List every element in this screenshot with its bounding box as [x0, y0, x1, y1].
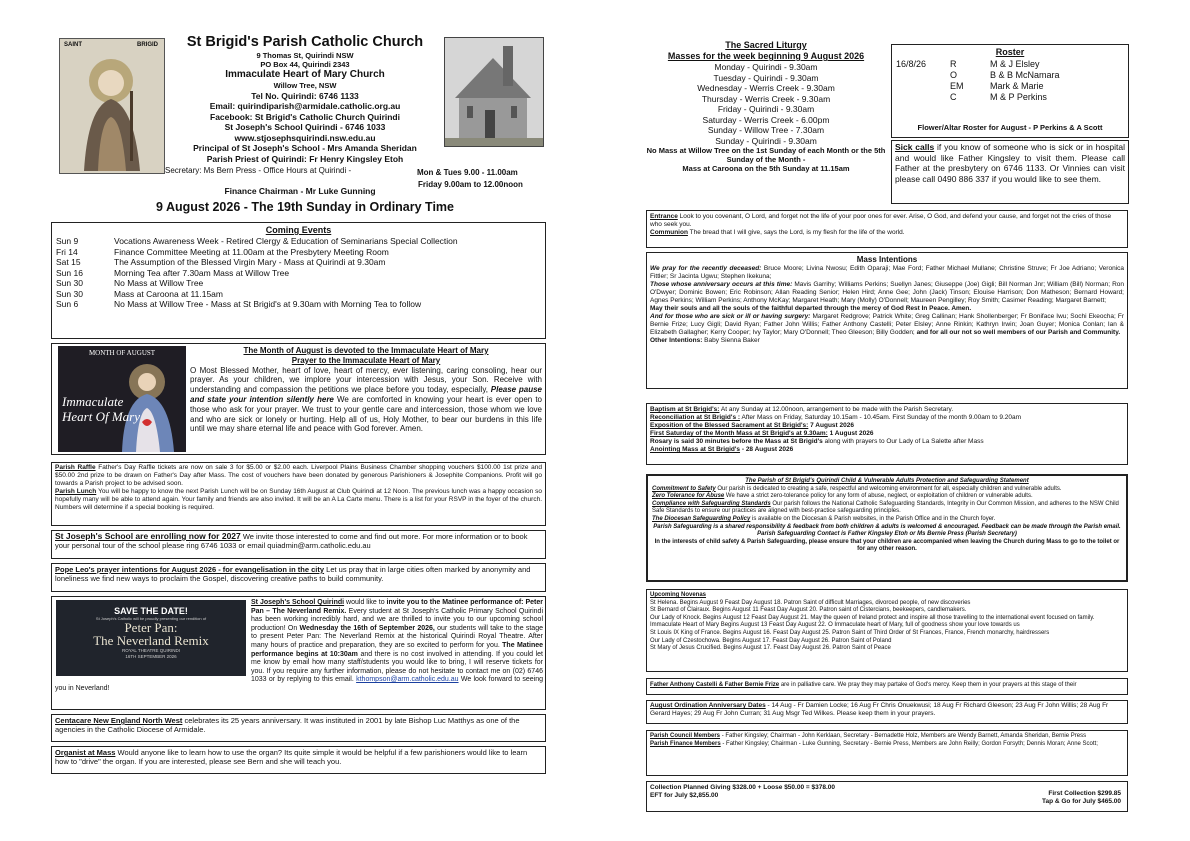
matinee-t1: would like to: [346, 599, 385, 606]
event-day: Sun 9: [56, 236, 79, 246]
event-text: No Mass at Willow Tree: [114, 278, 204, 288]
exposition-label: Exposition of the Blessed Sacrament at St Brigid's:: [650, 422, 809, 429]
month-of-august: [51, 343, 546, 455]
event-row: [56, 299, 541, 310]
ordination-text: - 14 Aug - Fr Damien Locke; 16 Aug Fr Chris Onuekwusi; 18 Aug Fr Richard Gleeson; 23 Aug Fr John Willis; 28 Aug Fr Gerard Hayes; 29 Aug Fr John Curran; 31 Aug Msgr Ted Wilkes. Please keep them in your prayers.: [650, 702, 1109, 717]
safeguarding: [646, 474, 1128, 582]
reconciliation-text: After Mass on Friday, Saturday 10.15am - 10.45am. First Sunday of the month 9.00am to 9.20am: [741, 414, 1022, 421]
image-title-month-of-august: MONTH OF AUGUST: [88, 349, 156, 357]
safe-c7: In the interests of child safety & Parish Safeguarding, please ensure that your children are accompanied when leaving the Church during Mass to go to the toilet or for any other reason.: [654, 538, 1120, 553]
anointing-label: Anointing Mass at St Brigid's: [650, 446, 741, 453]
entrance-label: Entrance: [650, 213, 678, 220]
deceased-label: We pray for the recently deceased:: [650, 264, 762, 272]
ordination-title: August Ordination Anniversary Dates: [650, 702, 766, 709]
enrolment: [51, 530, 546, 559]
event-row: [56, 278, 541, 289]
council-text: - Father Kingsley; Chairman - John Kerklaan, Secretary - Bernadette Holz, Members are Wendy Barnett, Amanda Sheridan, Bernie Press: [721, 733, 1087, 739]
sunday-title: 9 August 2026 - The 19th Sunday in Ordinary Time: [156, 200, 454, 214]
deceased-list: Bruce Moore; Livina Nwosu; Edith Oparaji; Mae Ford; Father Michael Mullane; Christine Struve; Fr Joe Adriano; Veronica Fittler; Sr Jacinta Ugwu; Stephen Ikekuna;: [650, 264, 1124, 280]
mass-time-line: Sunday - Willow Tree - 7.30am: [707, 125, 825, 135]
church-photo: [444, 37, 544, 147]
prayer-pause: Please pause and state your intention silently here: [190, 385, 542, 404]
rosary-label: Rosary is said 30 minutes before the Mass at St Brigid's: [650, 438, 823, 445]
roster-name: M & P Perkins: [990, 92, 1047, 102]
safe-c4: is available on the Diocesan & Parish websites, in the Parish Office and in the Church foyer.: [752, 515, 996, 522]
facebook: Facebook: St Brigid's Catholic Church Quirindi: [210, 111, 400, 122]
novena-line: St Bernard of Clairaux. Begins August 11 Feast Day August 20. Patron saint of Cistercians, beekeepers, candlemakers.: [650, 607, 967, 614]
matinee-t3: Every student at St Joseph's Catholic Primary School Quirindi has been working incredibly hard, and we are thrilled to invite you to our upcoming school production! On: [251, 607, 543, 632]
safe-c1: Our parish is dedicated to creating a safe, respectful and welcoming environment for all, especially children and vulnerable adults.: [717, 485, 1062, 492]
event-row: [56, 247, 541, 258]
palliative-title: Father Anthony Castelli & Father Bernie Frize: [650, 682, 780, 688]
sacred-liturgy: [646, 40, 886, 174]
safe-c3-label: Compliance with Safeguarding Standards: [652, 500, 771, 507]
matinee-t4: Wednesday the 16th of September 2026,: [299, 624, 435, 632]
event-row: [56, 257, 541, 268]
safe-c5: Parish Safeguarding is a shared responsibility & feedback from both children & adults is welcomed & encouraged. Feedback can be made through the Parish email.: [653, 523, 1121, 530]
august-subtitle: Prayer to the Immaculate Heart of Mary: [291, 355, 441, 365]
raffle-title: Parish Raffle: [55, 464, 96, 471]
finance-chairman: Finance Chairman - Mr Luke Gunning: [224, 186, 376, 196]
mass-time-line: Tuesday - Quirindi - 9.30am: [713, 72, 819, 83]
raffle-lunch: [51, 462, 546, 526]
other-intentions: Baby Sienna Baker: [704, 336, 760, 344]
finance-members-title: Parish Finance Members: [650, 740, 721, 747]
parish-header: [168, 34, 442, 164]
novena-line: St Helena. Begins August 9 Feast Day August 18. Patron Saint of difficult Marriages, divorced people, of new discoveries: [650, 599, 971, 606]
events-list: [56, 236, 541, 310]
coming-events-title: Coming Events: [265, 225, 332, 235]
other-label: Other Intentions:: [650, 336, 703, 344]
antiphons: [646, 210, 1128, 248]
matinee-t7: and there is no cost involved in attending. If you could let me know by email how many staff/students you would like to bring, I will reserve tickets for you. If you require any further information, please do not hesitate to contact me on (02) 6746 1033 or by replying to this email.: [251, 650, 544, 684]
matinee-email-link[interactable]: kthompson@arm.catholic.edu.au: [356, 676, 459, 684]
event-text: Vocations Awareness Week - Retired Clergy & Education of Seminarians Special Collection: [114, 236, 458, 246]
enrol-title: St Joseph's School are enrolling now for 2027: [55, 531, 241, 541]
novenas-title: Upcoming Novenas: [650, 592, 707, 598]
banner-save-the-date: SAVE THE DATE!: [114, 606, 188, 616]
roster-role: O: [950, 70, 958, 80]
anointing-date: - 28 August 2026: [741, 446, 794, 453]
sick-label: And for those who are sick or ill or having surgery:: [650, 312, 811, 320]
event-text: Morning Tea after 7.30am Mass at Willow Tree: [114, 267, 290, 278]
august-title: The Month of August is devoted to the Immaculate Heart of Mary: [243, 346, 489, 355]
mass-time-line: Sunday - Quirindi - 9.30am: [715, 135, 817, 146]
office-hours-1: Mon & Tues 9.00 - 11.00am: [417, 168, 518, 177]
sick-end: and for all our not so well members of our Parish and Community.: [916, 328, 1121, 336]
image-word-immaculate: Immaculate: [62, 394, 124, 409]
email: Email: quirindiparish@armidale.catholic.org.au: [209, 101, 401, 112]
collection: [646, 781, 1128, 812]
matinee-t6: The Matinee performance begins at 10:30am: [251, 641, 544, 658]
collection-line2: EFT for July $2,855.00: [650, 792, 719, 799]
pope-intention: [51, 563, 546, 592]
parish-title: St Brigid's Parish Catholic Church: [186, 34, 424, 50]
church2-place: Willow Tree, NSW: [273, 81, 337, 91]
tap-and-go: Tap & Go for July $465.00: [1042, 798, 1121, 805]
banner-title-1: Peter Pan:: [124, 620, 178, 635]
safe-c2: We have a strict zero-tolerance policy for any form of abuse, neglect, or exploitation of children or vulnerable adults.: [725, 493, 1033, 500]
council: [646, 730, 1128, 776]
first-saturday-label: First Saturday of the Month Mass at St Brigid's at 9.30am:: [650, 430, 828, 437]
organist-text: Would anyone like to learn how to use the organ? Its quite simple it would be helpful if a few parishioners would like to learn how to "drive" the organ. If you are interested, please see Bern and she will teach you.: [55, 748, 528, 767]
website: www.stjosephsquirindi.nsw.edu.au: [234, 132, 376, 143]
lunch-title: Parish Lunch: [55, 488, 97, 495]
exposition-date: 7 August 2026: [810, 422, 854, 429]
safe-c3: Our parish follows the National Catholic Safeguarding Standards, Integrity in Our Common Mission, and adheres to the NSW Child Safe Standards to ensure our practices are aligned with best-practice safeguarding principles.: [652, 500, 1119, 515]
liturgy-note-1: No Mass at Willow Tree on the 1st Sunday of each Month or the 5th Sunday of the Month -: [646, 146, 886, 165]
event-day: Sun 6: [56, 299, 79, 309]
flower-roster: Flower/Altar Roster for August - P Perkins & A Scott: [917, 123, 1103, 132]
roster-title: Roster: [995, 47, 1025, 57]
roster: [891, 44, 1129, 138]
immaculate-heart-image: [58, 346, 186, 452]
sick-calls-text: if you know of someone who is sick or in hospital and would like Father Kingsley to visit them. Please call Father at the presbytery on 6746 1133. Or Vinnies can visit please call 0490 886 337 if you would like to see them.: [895, 142, 1125, 184]
banner-subtitle: St Joseph's Catholic will be proudly presenting our rendition of: [95, 616, 207, 621]
roster-rows: [950, 59, 1060, 103]
coming-events: [51, 222, 546, 339]
parish-priest: Parish Priest of Quirindi: Fr Henry Kingsley Etoh: [206, 153, 404, 164]
mass-time-line: Wednesday - Werris Creek - 9.30am: [697, 83, 835, 93]
church2-name: Immaculate Heart of Mary Church: [225, 69, 385, 81]
lunch-text: You will be happy to know the next Parish Lunch will be on Sunday 16th August at Club Quirindi at 12 Noon. The previous lunch was a happy occasion so hopefully many will be able to attend again. Your family and friends are also invited. It will be an A La Carte menu. There is a list for your RSVP in the foyer of the church. Numbers will determine if a special booking is required.: [55, 488, 542, 511]
entrance-text: Look to you covenant, O Lord, and forget not the life of your poor ones for ever. Arise, O God, and defend your cause, and forget not the cries of those who seek you.: [650, 213, 1112, 228]
organist: [51, 746, 546, 774]
safeguarding-title: The Parish of St Brigid's Quirindi Child & Vulnerable Adults Protection and Safeguarding Statement: [745, 478, 1029, 484]
prayer-part-c: We are comforted in knowing your heart is ever open to those who ask for your prayer. We trust to your gentle care and intercession, those whom we love and who are sick or lonely or hurting. Help all of us, Holy Mother, to bear our burdens in this life until we may share eternal life and peace with God forever. Amen.: [190, 394, 542, 434]
novena-line: Our Lady of Knock. Begins August 12 Feast Day August 21. May the queen of Ireland protect and inspire all those travelling to the international event focused on family.: [650, 614, 1095, 621]
roster-role: C: [950, 92, 957, 102]
address-line1: 9 Thomas St, Quirindi NSW: [256, 51, 354, 60]
palliative-text: are in palliative care. We pray they may partake of God's mercy. Keep them in your prayers at this stage of their: [780, 682, 1077, 688]
centacare: [51, 714, 546, 742]
matinee-t5: our students will take to the stage to present Peter Pan: The Neverland Remix at the historical Quirindi Royal Theatre. After many hours of practice and preparation, they are so excited to perform for you.: [251, 624, 543, 649]
pope-text: Let us pray that in large cities often marked by anonymity and loneliness we find new ways to proclaim the Gospel, discovering creative paths to build community.: [55, 565, 531, 584]
safe-c4-label: The Diocesan Safeguarding Policy: [652, 515, 751, 522]
matinee-title: St Joseph's School Quirindi: [251, 599, 345, 606]
first-collection: First Collection $299.85: [1048, 790, 1121, 797]
novena-line: Immaculate Heart of Mary Begins August 13 Feast Day August 22. O Immaculate heart of Mary, full of goodness show your love towards us: [650, 622, 1020, 629]
telephone: Tel No. Quirindi: 6746 1133: [251, 90, 359, 101]
palliative: [646, 678, 1128, 695]
mass-time-line: Friday - Quirindi - 9.30am: [717, 104, 815, 114]
saint-brigid-image: [59, 38, 165, 174]
matinee: [51, 596, 546, 710]
safe-c2-label: Zero Tolerance for Abuse: [652, 493, 725, 500]
banner-venue: ROYAL THEATRE QUIRINDI: [121, 648, 181, 653]
liturgy-subtitle: Masses for the week beginning 9 August 2026: [667, 51, 865, 61]
prayer-part-a: O Most Blessed Mother, heart of love, heart of mercy, ever listening, caring consoling, hear our prayer. As your children, we implore your intercession with Jesus, your Son. Receive with understanding and compassion the petitions we place before you today, especially,: [190, 365, 542, 395]
baptism-label: Baptism at St Brigid's:: [650, 406, 720, 413]
image-word-heart-of-mary: Heart Of Mary: [62, 409, 140, 424]
event-row: [56, 236, 541, 247]
roster-row: [950, 92, 1060, 103]
event-day: Sun 30: [56, 278, 83, 288]
matinee-t2: invite you to the Matinee performance of: Peter Pan – The Neverland Remix.: [251, 599, 543, 615]
reconciliation-label: Reconciliation at St Brigid's :: [650, 414, 741, 421]
centacare-title: Centacare New England North West: [55, 716, 183, 725]
pope-title: Pope Leo's prayer intentions for August 2026 - for evangelisation in the city: [55, 565, 325, 574]
ordination: [646, 700, 1128, 724]
safe-c1-label: Commitment to Safety: [652, 485, 716, 492]
school-phone: St Joseph's School Quirindi - 6746 1033: [224, 122, 386, 133]
sick-calls: [891, 140, 1129, 204]
secretary: Secretary: Ms Bern Press - Office Hours at Quirindi -: [165, 166, 352, 175]
sick-list: Margaret Redgrove; Patrick White; Greg Callinan; Hank Shollenberger; Fr Boniface Iwu; Sochi Ekeocha; Fr Bernie Frize; Lucy Gigli; David Ryan; Father John Willis; Father Anthony Castelli; Peter Elsley; Anne Rinkin; Kathryn Irwin; Joan Guyer; Monica Conlan; Ian & Elizabeth Gallagher; Kerry Cooper; Ivy Taylor; Mary O'Donnell; Theo Gleeson; Billy Godden;: [650, 312, 1124, 336]
mass-time-line: Saturday - Werris Creek - 6.00pm: [702, 114, 830, 125]
centacare-text: celebrates its 25 years anniversary. It was instituted in 2001 by late Bishop Luc Matthys as one of the agencies in the Catholic Diocese of Armidale.: [55, 716, 520, 735]
roster-name: B & B McNamara: [990, 70, 1060, 80]
image-label-saint: SAINT: [64, 42, 82, 48]
sick-calls-title: Sick calls: [895, 142, 935, 152]
event-day: Sun 30: [56, 288, 83, 299]
communion-text: The bread that I will give, says the Lord, is my flesh for the life of the world.: [689, 229, 905, 236]
roster-role: EM: [950, 81, 964, 91]
event-text: Mass at Caroona at 11.15am: [114, 288, 223, 299]
image-label-brigid: BRIGID: [137, 42, 158, 48]
event-day: Sat 15: [56, 257, 81, 267]
roster-name: M & J Elsley: [990, 59, 1040, 69]
organist-title: Organist at Mass: [55, 748, 116, 757]
communion-label: Communion: [650, 229, 688, 236]
intentions-title: Mass Intentions: [856, 255, 918, 264]
principal: Principal of St Joseph's School - Mrs Amanda Sheridan: [193, 143, 417, 154]
novena-lines: [650, 600, 1124, 653]
anniversary-label: Those whose anniversary occurs at this time:: [650, 280, 793, 288]
matinee-t9: We look forward to seeing you in Neverland!: [55, 676, 543, 692]
liturgy-lines: [646, 62, 886, 146]
safe-c6: Parish Safeguarding Contact is Father Kingsley Etoh or Ms Bernie Press (Parish Secretary): [757, 531, 1017, 538]
roster-role: R: [950, 59, 957, 69]
novena-line: St Mary of Jesus Crucified. Begins August 17. Feast Day August 26. Patron Saint of Peace: [650, 645, 891, 652]
first-saturday-date: 1 August 2026: [829, 430, 874, 437]
event-row: [56, 268, 541, 279]
sacraments: [646, 403, 1128, 465]
event-text: No Mass at Willow Tree - Mass at St Brigid's at 9.30am with Morning Tea to follow: [114, 299, 422, 309]
event-text: Finance Committee Meeting at 11.00am at the Presbytery Meeting Room: [114, 246, 389, 257]
roster-name: Mark & Marie: [990, 81, 1044, 91]
rest-in-peace: May their souls and all the souls of the faithful departed through the mercy of God Rest In Peace. Amen.: [650, 304, 972, 312]
raffle-text: Father's Day Raffle tickets are now on sale 3 for $5.00 or $2.00 each. Liverpool Plains Business Chamber shopping vouchers $100.00 1st prize and $50.00 2nd prize to be drawn on Father's Day after Mass. The cost of vouchers have been donated by generous Parishioners & Josephite Companions. Profit will go towards a Parish project to be advised soon.: [55, 464, 542, 487]
mass-time-line: Thursday - Werris Creek - 9.30am: [701, 93, 831, 104]
event-day: Sun 16: [56, 267, 83, 278]
event-row: [56, 289, 541, 300]
liturgy-title: The Sacred Liturgy: [725, 40, 807, 50]
roster-date: 16/8/26: [896, 59, 927, 69]
liturgy-note-2: Mass at Caroona on the 5th Sunday at 11.15am: [682, 164, 850, 174]
mass-time-line: Monday - Quirindi - 9.30am: [714, 62, 818, 72]
office-hours-2: Friday 9.00am to 12.00noon: [418, 180, 523, 189]
banner-title-2: The Neverland Remix: [93, 633, 209, 648]
collection-line1: Collection Planned Giving $328.00 + Loose $50.00 = $378.00: [650, 784, 835, 791]
council-title: Parish Council Members: [650, 733, 721, 739]
novenas: [646, 589, 1128, 672]
roster-row: [950, 70, 1060, 81]
roster-row: [950, 81, 1060, 92]
banner-date: 16TH SEPTEMBER 2026: [125, 654, 177, 659]
event-day: Fri 14: [56, 246, 78, 257]
roster-row: [950, 59, 1060, 70]
address-line2: PO Box 44, Quirindi 2343: [260, 60, 350, 70]
baptism-text: At any Sunday at 12.00noon, arrangement to be made with the Parish Secretary.: [720, 406, 954, 413]
matinee-text: [55, 599, 543, 694]
anniversary-list: Mavis Garrihy; Williams Perkins; Suellyn Janes; Giuseppe (Joe) Gigli; Bill Norman Jnr; William (Bill) Norman; Ron O'Dwyer; Dominic Bowen; Eric Robinson; Allan Reading Senior; Helen Hird; Anne Gee; John (Jack) Tinson; Elouise Harrison; Don Matheson; Bernard Howard; Agnes Perkins; William Perkins; Anthony McKay; Margaret Heath; Mary (Molly) O'Donnell; Maureen Pengilley; Roy Smith; Casimer Reading; Margaret Barnett;: [650, 280, 1124, 304]
mass-intentions: [646, 252, 1128, 389]
novena-line: Our Lady of Czestochowa. Begins August 17. Feast Day August 26. Patron Saint of Poland: [650, 637, 892, 644]
enrol-text: We invite those interested to come and find out more. For more information or to book your personal tour of the school please ring 6746 1033 or email quiadmin@arm.catholic.edu.au: [55, 532, 528, 551]
august-prayer: [190, 366, 542, 435]
event-text: The Assumption of the Blessed Virgin Mary - Mass at Quirindi at 9.30am: [114, 257, 386, 267]
finance-members-text: - Father Kingsley; Chairman - Luke Gunning, Secretary - Bernie Press, Members are John Reilly; Gordon Forsyth; Dennis Moran; Anne Scott;: [722, 740, 1098, 747]
novena-line: St Louis IX King of France. Begins August 16. Feast Day August 25. Patron Saint of Third Order of St Frances, France, French monarchy, hairdressers: [650, 629, 1050, 636]
rosary-text: along with prayers to Our Lady of La Salette after Mass: [824, 438, 984, 445]
